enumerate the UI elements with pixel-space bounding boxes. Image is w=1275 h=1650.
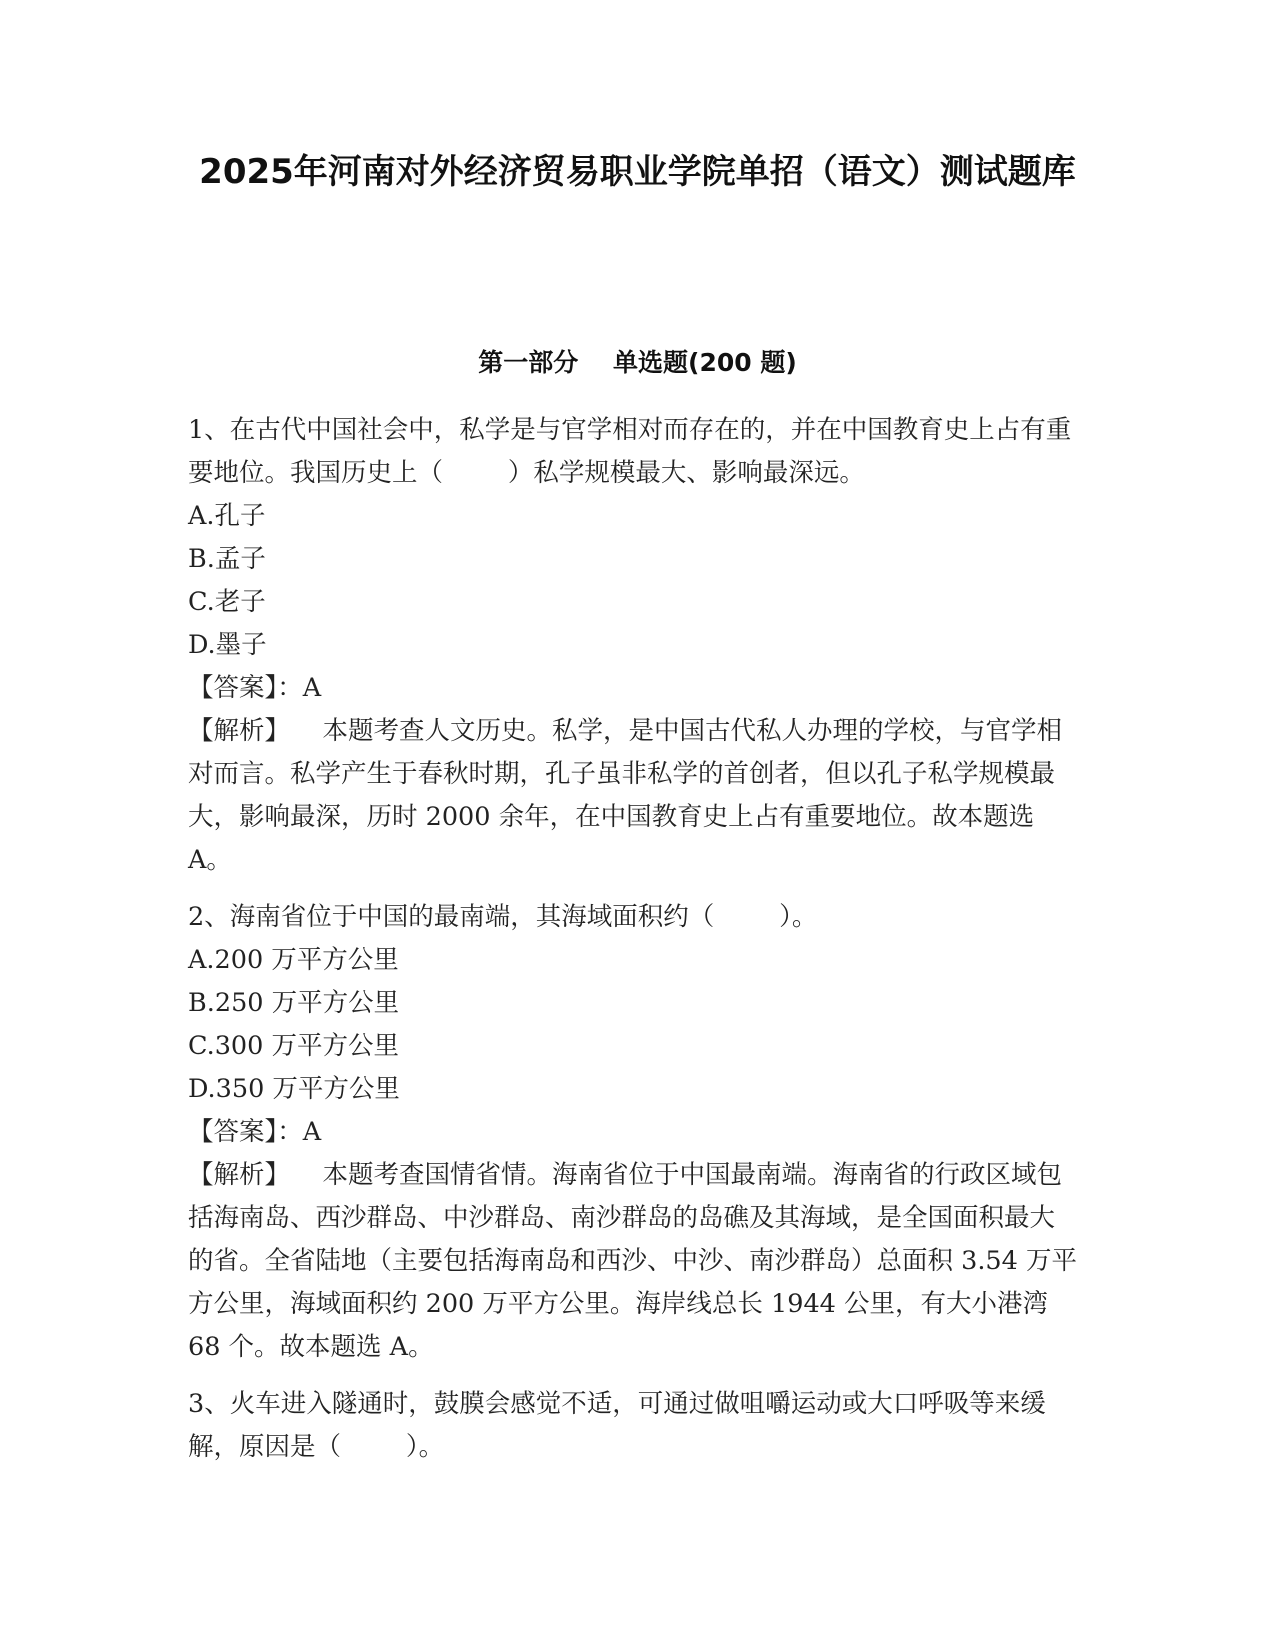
analysis-text: 本题考查国情省情。海南省位于中国最南端。海南省的行政区域包括海南岛、西沙群岛、中沙群岛、南沙群岛的岛礁及其海域，是全国面积最大的省。全省陆地（主要包括海南岛和西沙、中沙、南沙群岛）总面积 3.54 万平方公里，海域面积约 200 万平方公里。海岸线总长 1944 公里，有大小港湾 68 个。故本题选 A。 [188,1160,1077,1362]
answer-line [188,1111,1078,1154]
question-3 [188,1383,1078,1469]
answer-line [188,667,1078,710]
option-d: D.350 万平方公里 [188,1074,400,1104]
answer-label: 【答案】： [188,1117,303,1147]
question-1 [188,409,1078,882]
option-b: B.250 万平方公里 [188,988,400,1018]
analysis-line [188,710,1078,882]
analysis-line [188,1154,1078,1369]
analysis-label: 【解析】 [188,716,291,746]
answer-label: 【答案】： [188,673,303,703]
document-title: 2025年河南对外经济贸易职业学院单招（语文）测试题库 [199,152,1076,192]
answer-value: A [302,673,322,703]
option-b: B.孟子 [188,544,266,574]
question-stem: 3、火车进入隧通时，鼓膜会感觉不适，可通过做咀嚼运动或大口呼吸等来缓解，原因是（ ）。 [188,1389,1046,1462]
question-2 [188,896,1078,1369]
option-c: C.300 万平方公里 [188,1031,399,1061]
option-c: C.老子 [188,587,266,617]
analysis-label: 【解析】 [188,1160,291,1190]
option-a: A.200 万平方公里 [188,945,399,975]
question-stem: 1、在古代中国社会中，私学是与官学相对而存在的，并在中国教育史上占有重要地位。我国历史上（ ）私学规模最大、影响最深远。 [188,415,1072,488]
option-a: A.孔子 [188,501,266,531]
question-list [188,409,1078,1483]
question-stem: 2、海南省位于中国的最南端，其海域面积约（ ）。 [188,902,818,932]
answer-value: A [302,1117,322,1147]
section-heading: 第一部分 单选题(200 题) [478,348,797,377]
analysis-text: 本题考查人文历史。私学，是中国古代私人办理的学校，与官学相对而言。私学产生于春秋时期，孔子虽非私学的首创者，但以孔子私学规模最大，影响最深，历时 2000 余年，在中国教育史上占有重要地位。故本题选 A。 [188,716,1062,875]
option-d: D.墨子 [188,630,267,660]
